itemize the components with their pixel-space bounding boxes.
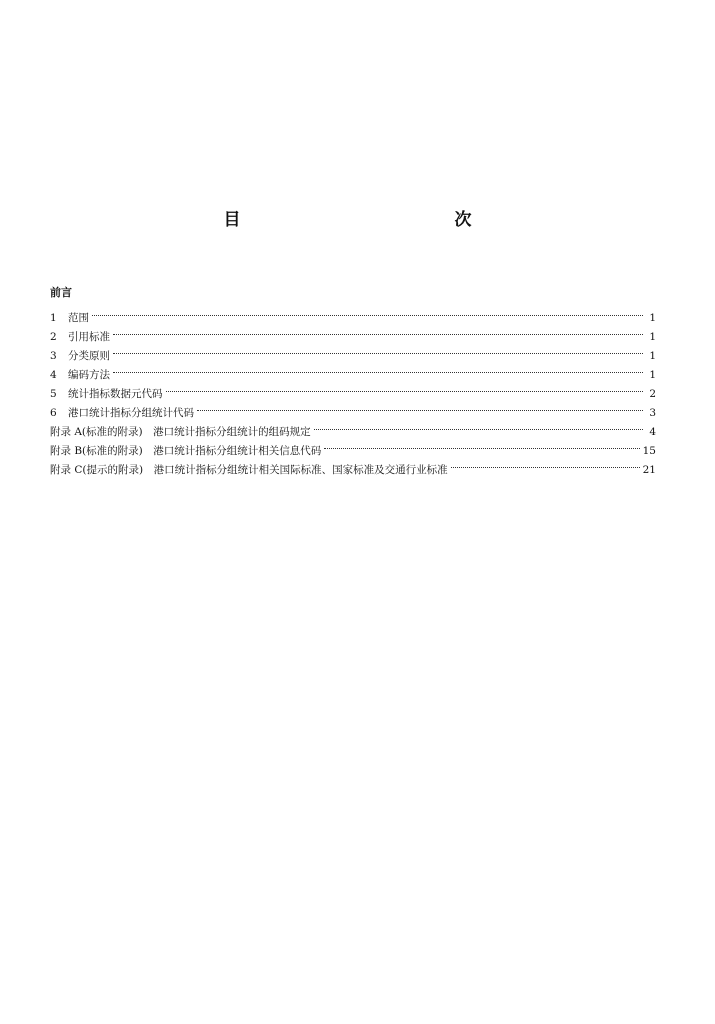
toc-entry-label: 附录 A(标准的附录) 港口统计指标分组统计的组码规定 bbox=[50, 426, 311, 438]
toc-entry-page: 15 bbox=[642, 445, 656, 457]
toc-entry-number: 2 bbox=[50, 331, 57, 343]
toc-entry-page: 1 bbox=[649, 312, 656, 324]
toc-entry-number: 3 bbox=[50, 350, 57, 362]
toc-entry-page: 2 bbox=[649, 388, 656, 400]
toc-heading-preface: 前言 bbox=[50, 286, 72, 299]
toc-entry bbox=[50, 321, 656, 343]
leader-dots bbox=[166, 378, 644, 397]
toc-entry-page: 1 bbox=[649, 350, 656, 362]
leader-dots bbox=[92, 302, 643, 321]
toc-title: 目 次 bbox=[223, 210, 532, 230]
toc-entry bbox=[50, 359, 656, 381]
toc-list bbox=[50, 283, 656, 476]
toc-entry-label: 港口统计指标分组统计代码 bbox=[68, 407, 194, 419]
leader-dots bbox=[113, 340, 643, 359]
leader-dots bbox=[451, 454, 640, 473]
toc-entry-number: 4 bbox=[50, 369, 57, 381]
leader-dots bbox=[113, 321, 643, 340]
toc-entry-number: 1 bbox=[50, 312, 57, 324]
toc-entry-page: 3 bbox=[649, 407, 656, 419]
toc-entry-label: 编码方法 bbox=[68, 369, 110, 381]
leader-dots bbox=[197, 397, 643, 416]
toc-entry bbox=[50, 340, 656, 362]
leader-dots bbox=[314, 416, 643, 435]
toc-entry-page: 1 bbox=[649, 331, 656, 343]
toc-entry-number: 6 bbox=[50, 407, 57, 419]
toc-entry-page: 21 bbox=[642, 464, 656, 476]
toc-entry-label: 统计指标数据元代码 bbox=[68, 388, 163, 400]
toc-entry-label: 范围 bbox=[68, 312, 89, 324]
toc-entry-page: 4 bbox=[649, 426, 656, 438]
toc-entry-label: 附录 B(标准的附录) 港口统计指标分组统计相关信息代码 bbox=[50, 445, 322, 457]
toc-entry-number: 5 bbox=[50, 388, 57, 400]
toc-entry-label: 附录 C(提示的附录) 港口统计指标分组统计相关国际标准、国家标准及交通行业标准 bbox=[50, 464, 448, 476]
toc-entry-page: 1 bbox=[649, 369, 656, 381]
toc-entry-label: 引用标准 bbox=[68, 331, 110, 343]
toc-entry bbox=[50, 378, 656, 400]
leader-dots bbox=[324, 435, 639, 454]
leader-dots bbox=[113, 359, 643, 378]
toc-entry-label: 分类原则 bbox=[68, 350, 110, 362]
toc-entry bbox=[50, 302, 656, 324]
